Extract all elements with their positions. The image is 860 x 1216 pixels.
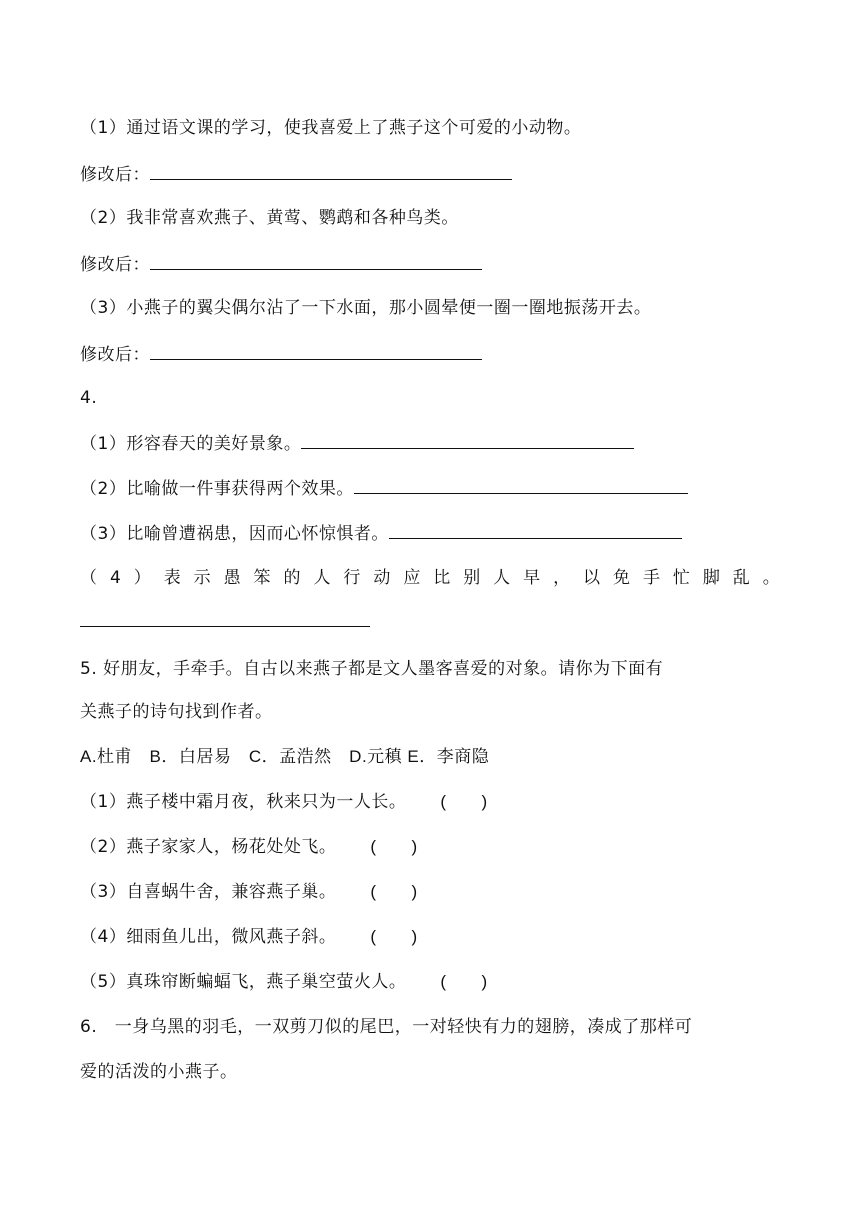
q4-item-4-char: 忙 (672, 568, 690, 588)
q5-poem-5 (80, 970, 488, 994)
q5-poem-2 (80, 835, 418, 859)
q4-item-3 (80, 520, 682, 546)
q4-item-4-char: 脚 (702, 568, 720, 588)
q4-item-1 (80, 430, 634, 456)
q5-poem-3 (80, 880, 418, 904)
poem-text: （3）自喜蜗牛舍，兼容燕子巢。 (80, 882, 337, 902)
q4-item-4-char: ） (133, 568, 151, 588)
q4-item-4-char: 别 (463, 568, 481, 588)
answer-paren[interactable]: ( ) (370, 927, 418, 946)
revised-label: 修改后： (80, 165, 150, 185)
q4-item-4-char: 动 (373, 568, 391, 588)
q4-item-4-char: 表 (163, 568, 181, 588)
q4-item-4-char: 的 (283, 568, 301, 588)
q4-item-2 (80, 475, 688, 501)
q4-item-4-char: 笨 (253, 568, 271, 588)
q4-item-4-char: ， (553, 568, 571, 588)
q5-poem-4 (80, 925, 418, 949)
q4-number: 4. (80, 388, 98, 408)
revised-label: 修改后： (80, 255, 150, 275)
q4-item-4-char: 比 (433, 568, 451, 588)
q4-item-4-char: 以 (583, 568, 601, 588)
q4-item-1-text: （1）形容春天的美好景象。 (80, 434, 302, 454)
answer-blank[interactable] (80, 608, 370, 627)
poem-text: （4）细雨鱼儿出，微风燕子斜。 (80, 927, 337, 947)
poem-text: （1）燕子楼中霜月夜，秋来只为一人长。 (80, 792, 407, 812)
q4-item-4-char: 愚 (223, 568, 241, 588)
q5-options: A.杜甫 B．白居易 C．孟浩然 D.元稹 E．李商隐 (80, 747, 490, 766)
q3-item-2: （2）我非常喜欢燕子、黄莺、鹦鹉和各种鸟类。 (80, 208, 459, 228)
answer-blank[interactable] (150, 161, 512, 180)
q3-item-1: （1）通过语文课的学习，使我喜爱上了燕子这个可爱的小动物。 (80, 118, 582, 138)
q4-item-4-char: 行 (343, 568, 361, 588)
answer-blank[interactable] (389, 520, 682, 539)
q4-item-4-char: 人 (313, 568, 331, 588)
q4-item-2-text: （2）比喻做一件事获得两个效果。 (80, 479, 354, 499)
answer-blank[interactable] (354, 475, 688, 494)
q5-intro-line-1: 5. 好朋友，手牵手。自古以来燕子都是文人墨客喜爱的对象。请你为下面有 (80, 659, 664, 679)
q4-item-4-char: 。 (762, 568, 780, 588)
q3-item-3: （3）小燕子的翼尖偶尔沾了一下水面，那小圆晕便一圈一圈地振荡开去。 (80, 298, 652, 318)
answer-paren[interactable]: ( ) (440, 972, 488, 991)
poem-text: （5）真珠帘断蝙蝠飞，燕子巢空萤火人。 (80, 972, 407, 992)
revised-label: 修改后： (80, 345, 150, 365)
q4-item-4-char: 早 (523, 568, 541, 588)
answer-blank[interactable] (150, 341, 482, 360)
answer-blank[interactable] (301, 430, 634, 449)
q5-intro-line-2: 关燕子的诗句找到作者。 (80, 702, 273, 722)
q4-item-4-char: 人 (493, 568, 511, 588)
q4-item-4-char: 乱 (732, 568, 750, 588)
q4-item-4-answer-row (80, 608, 370, 634)
q4-item-4-char: 手 (642, 568, 660, 588)
q6-line-2: 爱的活泼的小燕子。 (80, 1062, 238, 1082)
answer-blank[interactable] (150, 251, 482, 270)
q4-item-4-char: 应 (403, 568, 421, 588)
q6-line-1: 6. 一身乌黑的羽毛，一双剪刀似的尾巴，一对轻快有力的翅膀，凑成了那样可 (80, 1017, 693, 1037)
answer-paren[interactable]: ( ) (440, 792, 488, 811)
q3-revised-row-3 (80, 341, 482, 367)
q5-poem-1 (80, 790, 488, 814)
q3-revised-row-2 (80, 251, 482, 277)
q4-item-4-char: 示 (193, 568, 211, 588)
q4-item-4-char: （ (80, 568, 97, 588)
q4-item-4-char: 4 (109, 568, 121, 588)
answer-paren[interactable]: ( ) (370, 882, 418, 901)
answer-paren[interactable]: ( ) (370, 837, 418, 856)
q4-item-4 (80, 566, 780, 590)
q4-item-3-text: （3）比喻曾遭祸患，因而心怀惊惧者。 (80, 524, 389, 544)
q4-item-4-char: 免 (612, 568, 630, 588)
poem-text: （2）燕子家家人，杨花处处飞。 (80, 837, 337, 857)
q3-revised-row-1 (80, 161, 512, 187)
